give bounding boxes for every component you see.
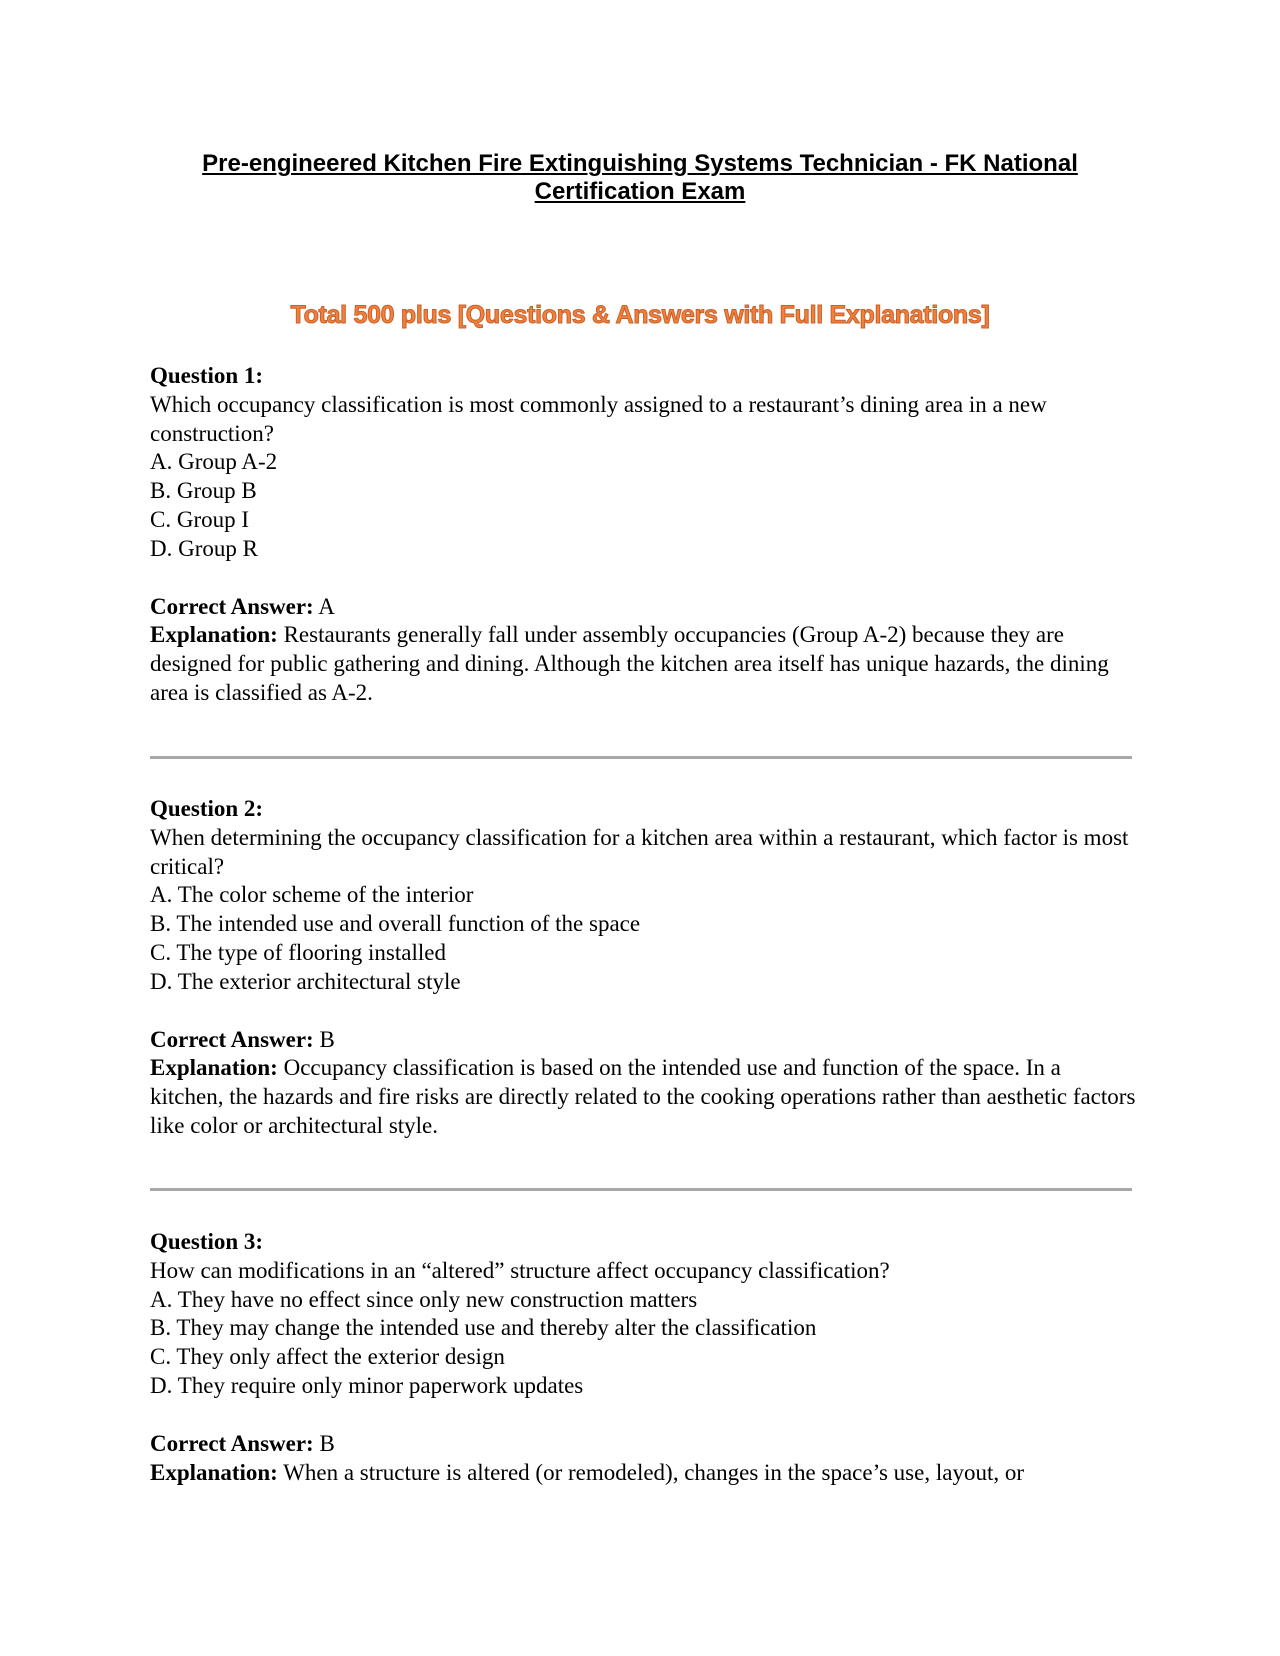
explanation-paragraph	[150, 1459, 1140, 1488]
explanation-text: When a structure is altered (or remodeled), changes in the space’s use, layout, or	[277, 1459, 1024, 1485]
correct-answer-line	[150, 593, 1140, 622]
option-b: B. They may change the intended use and thereby alter the classification	[150, 1315, 817, 1341]
question-stem: How can modifications in an “altered” structure affect occupancy classification?	[150, 1257, 890, 1283]
document-subtitle: Total 500 plus [Questions & Answers with Full Explanations]	[290, 301, 990, 329]
option-a: A. The color scheme of the interior	[150, 882, 474, 908]
explanation-paragraph	[150, 1054, 1140, 1140]
correct-answer-line	[150, 1430, 1140, 1459]
correct-answer-value: A	[313, 593, 335, 619]
explanation-label: Explanation:	[150, 1459, 278, 1485]
question-heading: Question 3:	[150, 1229, 264, 1254]
section-divider	[150, 1188, 1132, 1191]
option-c: C. They only affect the exterior design	[150, 1344, 505, 1370]
correct-answer-label: Correct Answer:	[150, 1026, 314, 1052]
question-block-1	[150, 362, 1140, 708]
option-c: C. The type of flooring installed	[150, 939, 446, 965]
option-a: A. They have no effect since only new construction matters	[150, 1286, 698, 1312]
question-block-3	[150, 1228, 1140, 1487]
option-b: B. The intended use and overall function of the space	[150, 911, 641, 937]
question-stem: When determining the occupancy classification for a kitchen area within a restaurant, which factor is most critical?	[150, 824, 1129, 879]
question-block-2	[150, 795, 1140, 1141]
correct-answer-line	[150, 1026, 1140, 1055]
correct-answer-value: B	[313, 1026, 335, 1052]
explanation-paragraph	[150, 621, 1140, 707]
option-d: D. Group R	[150, 535, 258, 561]
explanation-label: Explanation:	[150, 622, 278, 648]
correct-answer-value: B	[313, 1430, 335, 1456]
explanation-text: Occupancy classification is based on the intended use and function of the space. In a kitchen, the hazards and fire risks are directly related to the cooking operations rather than aesthetic factors like color or architectural style.	[150, 1055, 1136, 1138]
option-c: C. Group I	[150, 506, 250, 532]
correct-answer-label: Correct Answer:	[150, 593, 314, 619]
option-d: D. The exterior architectural style	[150, 968, 461, 994]
option-a: A. Group A-2	[150, 449, 278, 475]
section-divider	[150, 756, 1132, 759]
option-d: D. They require only minor paperwork updates	[150, 1372, 584, 1398]
option-b: B. Group B	[150, 478, 257, 504]
question-heading: Question 2:	[150, 796, 264, 821]
document-title: Pre-engineered Kitchen Fire Extinguishing Systems Technician - FK National Certification Exam	[202, 150, 1078, 205]
explanation-label: Explanation:	[150, 1055, 278, 1081]
question-heading: Question 1:	[150, 363, 264, 388]
explanation-text: Restaurants generally fall under assembly occupancies (Group A-2) because they are designed for public gathering and dining. Although the kitchen area itself has unique hazards, the dining area is classified as A-2.	[150, 622, 1109, 705]
question-stem: Which occupancy classification is most commonly assigned to a restaurant’s dining area in a new construction?	[150, 391, 1047, 446]
correct-answer-label: Correct Answer:	[150, 1430, 314, 1456]
